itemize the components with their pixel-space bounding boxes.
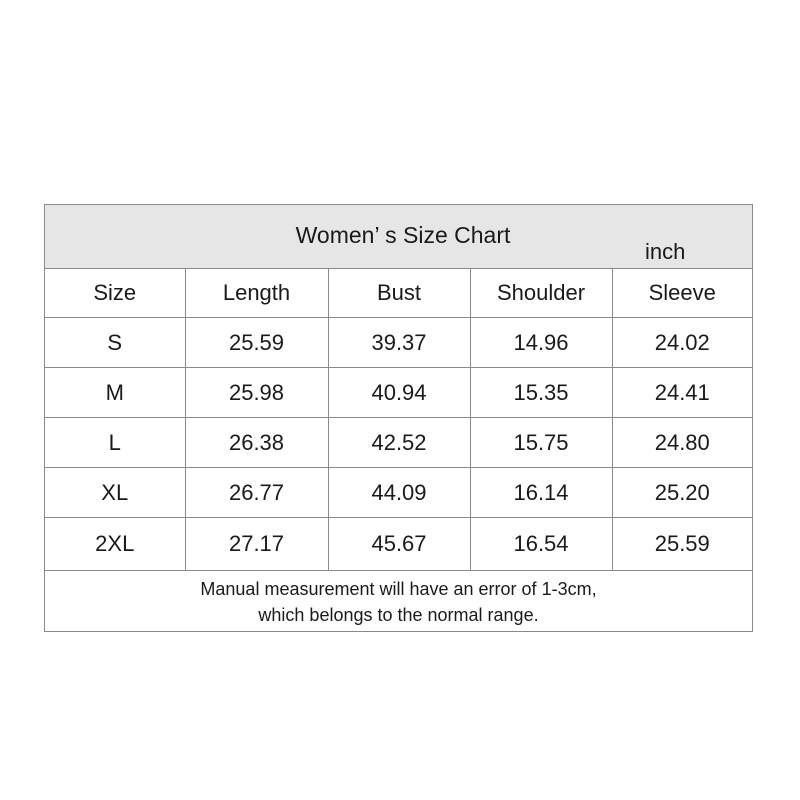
bust-cell: 40.94 — [328, 368, 470, 418]
size-chart-table — [44, 204, 753, 632]
size-cell: L — [45, 418, 185, 468]
table-row — [45, 318, 752, 368]
shoulder-cell: 16.54 — [470, 518, 612, 571]
column-header-size: Size — [45, 268, 185, 318]
length-cell: 25.98 — [185, 368, 328, 418]
table-row — [45, 368, 752, 418]
table-row — [45, 518, 752, 571]
note-line: Manual measurement will have an error of 1-3cm, — [200, 579, 597, 599]
column-header-shoulder: Shoulder — [470, 268, 612, 318]
table-row — [45, 468, 752, 518]
note-line: which belongs to the normal range. — [258, 605, 539, 625]
size-cell: S — [45, 318, 185, 368]
title-bar — [45, 205, 752, 269]
measurement-note — [45, 571, 752, 631]
size-cell: 2XL — [45, 518, 185, 571]
length-cell: 26.38 — [185, 418, 328, 468]
bust-cell: 45.67 — [328, 518, 470, 571]
length-cell: 26.77 — [185, 468, 328, 518]
table-row — [45, 418, 752, 468]
column-header-length: Length — [185, 268, 328, 318]
column-header-sleeve: Sleeve — [612, 268, 752, 318]
sleeve-cell: 25.59 — [612, 518, 752, 571]
size-cell: M — [45, 368, 185, 418]
chart-title: Women’ s Size Chart — [295, 222, 511, 248]
bust-cell: 39.37 — [328, 318, 470, 368]
shoulder-cell: 15.35 — [470, 368, 612, 418]
unit-label: inch — [645, 239, 686, 264]
sleeve-cell: 24.80 — [612, 418, 752, 468]
length-cell: 25.59 — [185, 318, 328, 368]
sleeve-cell: 24.41 — [612, 368, 752, 418]
shoulder-cell: 16.14 — [470, 468, 612, 518]
bust-cell: 44.09 — [328, 468, 470, 518]
column-header-bust: Bust — [328, 268, 470, 318]
size-cell: XL — [45, 468, 185, 518]
sleeve-cell: 25.20 — [612, 468, 752, 518]
size-grid — [45, 268, 752, 571]
header-row — [45, 268, 752, 318]
shoulder-cell: 15.75 — [470, 418, 612, 468]
shoulder-cell: 14.96 — [470, 318, 612, 368]
length-cell: 27.17 — [185, 518, 328, 571]
bust-cell: 42.52 — [328, 418, 470, 468]
sleeve-cell: 24.02 — [612, 318, 752, 368]
